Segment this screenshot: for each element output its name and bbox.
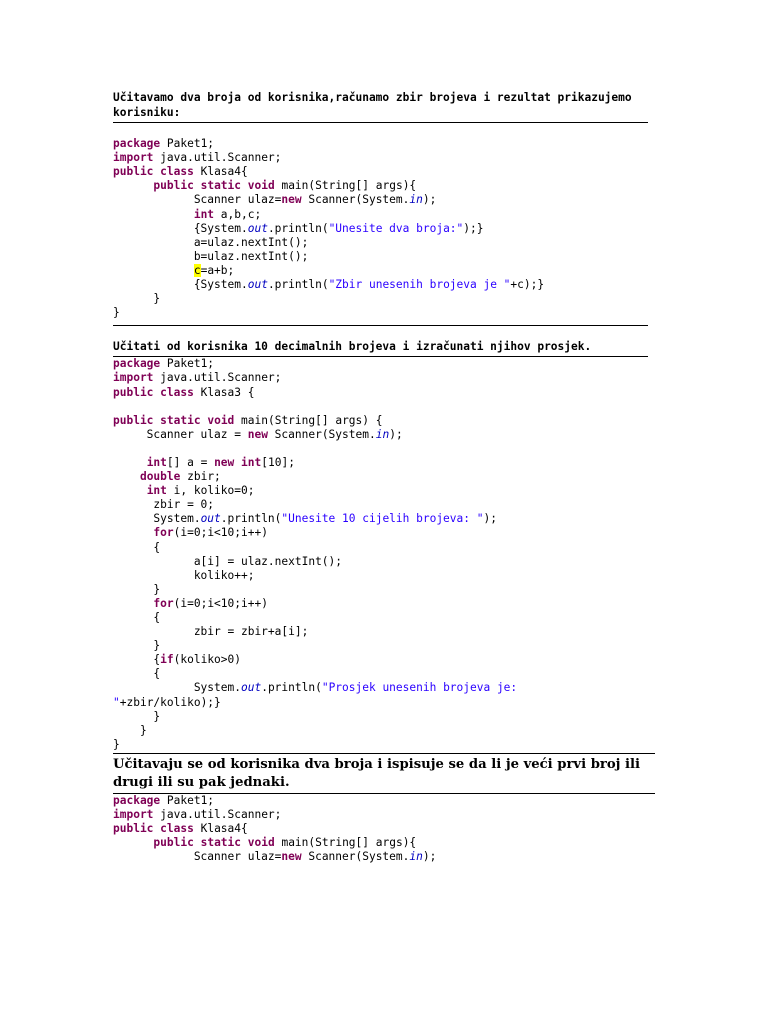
code-keyword: public [153,179,194,193]
code-line [113,710,648,724]
code-text: (i=0;i<10;i++) [173,596,268,610]
code-text: .println( [267,278,329,292]
code-text: Klasa4{ [193,822,248,836]
code-line [113,357,648,371]
code-keyword: double [139,470,181,484]
code-line [113,808,648,822]
code-line [113,193,648,207]
code-keyword: import [113,371,154,385]
code-keyword: class [160,165,194,179]
code-text [113,526,153,539]
code-keyword: static [200,836,242,850]
code-text: System. [113,681,241,695]
code-text: } [113,639,161,653]
code-text [194,179,201,192]
code-text: .println( [267,221,329,235]
code-static-field: out [240,681,262,695]
code-string: "Zbir unesenih brojeva je " [328,278,511,292]
code-line [113,386,648,400]
code-keyword: void [247,179,275,193]
code-line [113,278,648,292]
section-1-code [113,123,648,320]
code-text: zbir = zbir+a[i]; [113,625,309,639]
code-text: ); [483,512,497,526]
code-keyword: void [207,413,235,427]
code-line [113,569,648,583]
code-text [113,179,153,192]
code-text: { [113,667,161,681]
code-keyword: package [113,793,161,807]
code-text: } [113,306,120,320]
code-text: {System. [113,221,248,235]
code-text: Scanner ulaz = [113,427,248,441]
code-keyword: class [160,822,194,836]
code-text: main(String[] args){ [274,836,417,850]
code-text: } [113,723,147,737]
code-line [113,555,648,569]
code-text: java.util.Scanner; [153,151,282,165]
code-text: } [113,582,161,596]
code-line [113,442,648,456]
code-line [113,179,648,193]
code-keyword: import [113,808,154,822]
code-text: );} [463,221,484,235]
code-text: java.util.Scanner; [153,371,282,385]
code-keyword: int [146,455,167,469]
code-line [113,583,648,597]
code-keyword: static [160,413,201,427]
code-line [113,137,648,151]
code-text: { [113,611,161,624]
code-text: System. [113,512,201,526]
code-keyword: for [153,596,174,610]
code-line [113,822,648,836]
code-string: " [113,695,120,709]
code-text: } [113,709,161,723]
code-text: {System. [113,278,248,292]
code-string: "Unesite dva broja:" [328,221,464,235]
code-line [113,696,648,710]
code-line [113,306,648,320]
code-keyword: void [247,836,275,850]
code-keyword: new [214,455,235,469]
code-keyword: for [153,526,174,540]
code-text [113,208,194,221]
code-keyword: int [193,207,215,221]
code-text: Scanner(System. [267,427,376,441]
code-text: } [113,737,120,751]
code-text: [10]; [261,455,295,469]
code-line [113,151,648,165]
code-text [241,179,248,192]
code-line [113,428,648,442]
code-string: "Prosjek unesenih brojeva je: [321,681,518,695]
code-line [113,414,648,428]
code-line [113,400,648,414]
code-keyword: new [281,850,302,864]
code-text: i, koliko=0; [166,484,255,498]
code-line [113,264,648,278]
code-text [241,836,248,849]
code-text: (koliko>0) [173,653,241,667]
code-text: Scanner(System. [301,850,410,864]
code-line [113,123,648,137]
code-keyword: package [113,137,161,151]
code-keyword: public [113,385,154,399]
section-2-heading: Učitati od korisnika 10 decimalnih brojeva i izračunati njihov prosjek. [113,340,592,354]
code-static-field: out [247,221,268,235]
code-text: ); [422,193,437,207]
code-static-field: out [247,278,268,292]
code-text: java.util.Scanner; [153,808,282,822]
code-text: +zbir/koliko);} [119,695,221,709]
code-text: { [113,653,161,667]
code-line [113,639,648,653]
section-3-heading: Učitavaju se od korisnika dva broja i ispisuje se da li je veći prvi broj ili drugi ili su pak jednaki. [113,756,641,790]
code-text: .println( [261,681,322,695]
code-text [113,264,194,277]
code-line [113,371,648,385]
code-line [113,470,648,484]
code-line [113,597,648,611]
code-text: Klasa4{ [193,165,248,179]
code-text: +c);} [510,278,545,292]
code-text: } [113,292,161,306]
code-keyword: class [160,385,194,399]
code-text: zbir; [180,470,221,484]
code-string: "Unesite 10 cijelih brojeva: " [281,512,484,526]
code-text [113,470,140,483]
code-keyword: new [281,193,302,207]
code-static-field: in [409,193,423,207]
section-2-code [113,357,648,752]
code-line [113,222,648,236]
code-text: main(String[] args){ [274,179,417,193]
code-text: Paket1; [160,137,215,151]
code-keyword: int [146,484,167,498]
code-text [113,836,153,849]
code-text: Paket1; [160,793,215,807]
code-line [113,541,648,555]
code-text: koliko++; [113,568,255,582]
code-text: .println( [220,512,282,526]
code-text [113,597,153,610]
code-keyword: public [113,165,154,179]
code-keyword: public [113,413,154,427]
code-keyword: package [113,357,161,371]
code-line [113,456,648,470]
code-line [113,250,648,264]
code-line [113,236,648,250]
document-page [113,88,648,864]
code-text: a[i] = ulaz.nextInt(); [113,554,343,568]
code-text: Klasa3 { [193,385,255,399]
code-line [113,836,648,850]
code-keyword: int [241,455,262,469]
section-3-top-divider [113,753,655,754]
code-text: b=ulaz.nextInt(); [113,249,309,263]
code-text: Scanner(System. [301,193,410,207]
code-text: [] a = [166,455,215,469]
code-line [113,165,648,179]
code-keyword: public [113,822,154,836]
code-keyword: if [160,653,174,667]
code-line [113,512,648,526]
code-text: { [113,540,161,554]
code-line [113,208,648,222]
code-line [113,498,648,512]
code-highlight: c [193,263,201,277]
code-line [113,738,648,752]
code-text: ); [422,850,437,864]
code-text: a,b,c; [214,207,262,221]
code-text: ); [389,427,403,441]
code-static-field: in [375,427,390,441]
code-line [113,681,648,695]
code-text: Scanner ulaz= [113,850,282,864]
code-keyword: import [113,151,154,165]
code-line [113,724,648,738]
code-keyword: new [247,427,268,441]
code-line [113,484,648,498]
code-text: (i=0;i<10;i++) [173,526,268,540]
code-line [113,625,648,639]
section-1-heading: Učitavamo dva broja od korisnika,računamo zbir brojeva i rezultat prikazujemo korisniku: [113,91,639,119]
code-line [113,667,648,681]
code-static-field: in [409,850,423,864]
code-line [113,611,648,625]
code-text [113,484,147,497]
code-text: main(String[] args) { [234,413,383,427]
code-static-field: out [200,512,221,526]
code-text [194,836,201,849]
code-text: Paket1; [160,357,215,371]
code-keyword: static [200,179,242,193]
code-line [113,292,648,306]
code-keyword: public [153,836,194,850]
code-text [113,456,147,469]
code-text: a=ulaz.nextInt(); [113,235,309,249]
code-line [113,850,648,864]
code-text: Scanner ulaz= [113,193,282,207]
code-text: zbir = 0; [113,498,215,512]
code-line [113,526,648,540]
code-text: =a+b; [200,263,235,277]
section-3-code [113,794,648,864]
code-line [113,794,648,808]
code-line [113,653,648,667]
